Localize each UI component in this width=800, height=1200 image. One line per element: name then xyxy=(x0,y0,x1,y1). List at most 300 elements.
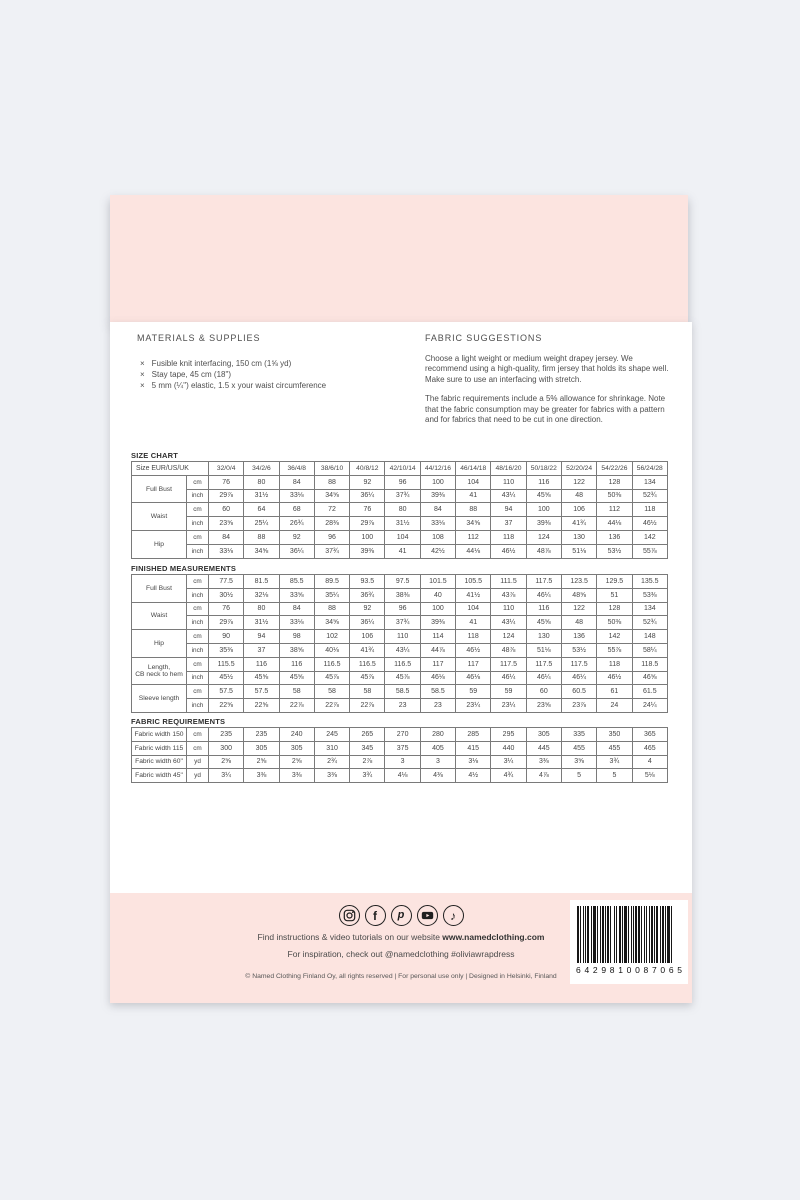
pink-footer-band xyxy=(110,893,692,1003)
table-cell: 34⅝ xyxy=(314,489,349,503)
table-cell: 42/10/14 xyxy=(385,462,420,476)
barcode-digit: 8 xyxy=(609,965,615,975)
table-cell: 39⅜ xyxy=(350,544,385,558)
barcode-digit: 2 xyxy=(592,965,598,975)
table-cell: 29⅞ xyxy=(350,517,385,531)
table-cell: 50/18/22 xyxy=(526,462,561,476)
table-cell: 84 xyxy=(279,602,314,616)
table-cell: 45⅝ xyxy=(279,671,314,685)
table-cell: cm xyxy=(187,503,209,517)
table-cell: 68 xyxy=(279,503,314,517)
table-cell: 31½ xyxy=(244,616,279,630)
table-cell: 48 xyxy=(561,616,596,630)
table-cell: 130 xyxy=(526,630,561,644)
barcode-digit: 1 xyxy=(618,965,623,975)
table-row xyxy=(132,728,668,742)
table-cell: 30½ xyxy=(209,588,244,602)
table-cell: 32⅛ xyxy=(244,588,279,602)
table-cell: 52/20/24 xyxy=(561,462,596,476)
table-header-row xyxy=(132,462,668,476)
table-cell: 48⅞ xyxy=(491,643,526,657)
table-cell: 122 xyxy=(561,475,596,489)
table-cell: 134 xyxy=(632,602,667,616)
table-cell: 300 xyxy=(209,741,244,755)
table-cell: 25¼ xyxy=(244,517,279,531)
table-cell: 285 xyxy=(456,728,491,742)
table-cell: 22⅞ xyxy=(314,699,349,713)
table-cell: 112 xyxy=(597,503,632,517)
table-row xyxy=(132,517,668,531)
table-cell: 40/8/12 xyxy=(350,462,385,476)
table-cell: Fabric width 150 xyxy=(132,728,187,742)
table-cell: cm xyxy=(187,602,209,616)
instagram-icon[interactable] xyxy=(339,905,360,926)
table-cell: 45⅝ xyxy=(244,671,279,685)
table-cell: cm xyxy=(187,728,209,742)
table-cell: 135.5 xyxy=(632,575,667,589)
table-cell: 43¼ xyxy=(385,643,420,657)
table-cell: 440 xyxy=(491,741,526,755)
table-cell: Length, CB neck to hem xyxy=(132,657,187,685)
barcode-digits xyxy=(576,965,682,975)
table-cell: 38⅝ xyxy=(279,643,314,657)
table-cell: 53⅜ xyxy=(632,588,667,602)
table-cell: 88 xyxy=(314,602,349,616)
table-cell: 84 xyxy=(209,530,244,544)
table-cell: 2¾ xyxy=(314,755,349,769)
table-cell: 89.5 xyxy=(314,575,349,589)
table-cell: 116 xyxy=(526,475,561,489)
table-cell: 22⅝ xyxy=(244,699,279,713)
table-cell: 51 xyxy=(597,588,632,602)
table-cell: Hip xyxy=(132,530,187,558)
table-cell: 97.5 xyxy=(385,575,420,589)
table-cell: 58 xyxy=(314,685,349,699)
table-cell: 116 xyxy=(244,657,279,671)
table-row xyxy=(132,544,668,558)
table-cell: 40 xyxy=(420,588,455,602)
barcode-digit: 6 xyxy=(576,965,581,975)
table-cell: 61.5 xyxy=(632,685,667,699)
table-cell: 245 xyxy=(314,728,349,742)
table-cell: 280 xyxy=(420,728,455,742)
fabric-suggestions-text xyxy=(425,354,674,434)
table-cell: 2⅝ xyxy=(244,755,279,769)
table-cell: 235 xyxy=(209,728,244,742)
table-cell: 80 xyxy=(244,602,279,616)
table-cell: 60.5 xyxy=(561,685,596,699)
table-cell: 98 xyxy=(279,630,314,644)
table-cell: 23⅝ xyxy=(209,517,244,531)
table-cell: 4½ xyxy=(456,769,491,783)
table-cell: 29⅞ xyxy=(209,616,244,630)
table-cell: 93.5 xyxy=(350,575,385,589)
table-cell: 56/24/28 xyxy=(632,462,667,476)
table-cell: 5⅛ xyxy=(632,769,667,783)
table-cell: inch xyxy=(187,616,209,630)
table-cell: 117.5 xyxy=(561,657,596,671)
table-cell: 88 xyxy=(456,503,491,517)
table-row xyxy=(132,489,668,503)
table-cell: 45⅞ xyxy=(350,671,385,685)
table-cell: 4¾ xyxy=(491,769,526,783)
table-cell: 45⅝ xyxy=(526,489,561,503)
table-cell: 52¾ xyxy=(632,489,667,503)
table-cell: 92 xyxy=(350,602,385,616)
table-cell: 46¼ xyxy=(491,671,526,685)
facebook-icon[interactable]: f xyxy=(365,905,386,926)
barcode-bars xyxy=(577,906,681,963)
table-cell: 96 xyxy=(314,530,349,544)
barcode-digit: 5 xyxy=(677,965,682,975)
table-cell: 22⅞ xyxy=(279,699,314,713)
table-cell: 3 xyxy=(385,755,420,769)
table-cell: 134 xyxy=(632,475,667,489)
table-cell: 455 xyxy=(597,741,632,755)
table-cell: 23¼ xyxy=(456,699,491,713)
table-cell: inch xyxy=(187,671,209,685)
table-cell: 455 xyxy=(561,741,596,755)
table-cell: Fabric width 60" xyxy=(132,755,187,769)
table-cell: 345 xyxy=(350,741,385,755)
table-cell: 48 xyxy=(561,489,596,503)
table-cell: 61 xyxy=(597,685,632,699)
table-cell: 33⅛ xyxy=(209,544,244,558)
website-url[interactable]: www.namedclothing.com xyxy=(442,932,545,942)
table-cell: 335 xyxy=(561,728,596,742)
table-cell: 36¼ xyxy=(350,489,385,503)
table-cell: 58¼ xyxy=(632,643,667,657)
table-cell: 92 xyxy=(279,530,314,544)
list-item: Choose a light weight or medium weight drapey jersey. We recommend using a high-quality, firm jersey that holds its shape well. Make sure to use an interfacing with stretch. xyxy=(425,354,669,384)
table-cell: 92 xyxy=(350,475,385,489)
table-row xyxy=(132,602,668,616)
table-cell: 37¾ xyxy=(385,616,420,630)
table-cell: 36/4/8 xyxy=(279,462,314,476)
table-cell: 118.5 xyxy=(632,657,667,671)
table-cell: 31½ xyxy=(385,517,420,531)
table-cell: 116.5 xyxy=(314,657,349,671)
table-cell: 46/14/18 xyxy=(456,462,491,476)
table-cell: 84 xyxy=(279,475,314,489)
table-cell: 116.5 xyxy=(385,657,420,671)
table-row xyxy=(132,643,668,657)
table-row xyxy=(132,503,668,517)
table-cell: 88 xyxy=(244,530,279,544)
table-row xyxy=(132,630,668,644)
table-cell: 45⅝ xyxy=(526,616,561,630)
table-cell: inch xyxy=(187,699,209,713)
table-cell: 41¾ xyxy=(350,643,385,657)
table-cell: inch xyxy=(187,517,209,531)
table-cell: cm xyxy=(187,575,209,589)
table-cell: 33⅛ xyxy=(420,517,455,531)
table-cell: 115.5 xyxy=(209,657,244,671)
table-cell: 81.5 xyxy=(244,575,279,589)
table-cell: 100 xyxy=(420,475,455,489)
table-cell: 55⅞ xyxy=(632,544,667,558)
table-cell: 104 xyxy=(385,530,420,544)
barcode-bar xyxy=(672,906,674,963)
table-cell: 106 xyxy=(350,630,385,644)
table-cell: 265 xyxy=(350,728,385,742)
table-cell: 50⅜ xyxy=(597,489,632,503)
table-cell: 101.5 xyxy=(420,575,455,589)
table-cell: Size EUR/US/UK xyxy=(132,462,209,476)
table-cell: 111.5 xyxy=(491,575,526,589)
table-cell: 22⅞ xyxy=(350,699,385,713)
table-cell: Fabric width 115 xyxy=(132,741,187,755)
table-cell: 22⅝ xyxy=(209,699,244,713)
table-cell: 128 xyxy=(597,475,632,489)
table-cell: yd xyxy=(187,755,209,769)
table-cell: 123.5 xyxy=(561,575,596,589)
table-cell: cm xyxy=(187,657,209,671)
table-row xyxy=(132,699,668,713)
table-cell: 50⅜ xyxy=(597,616,632,630)
table-cell: inch xyxy=(187,544,209,558)
inspiration-line: For inspiration, check out @namedclothing #oliviawrapdress xyxy=(287,949,515,959)
table-cell: 116 xyxy=(526,602,561,616)
materials-list xyxy=(140,358,326,391)
table-cell: 38⅜ xyxy=(385,588,420,602)
measurement-table xyxy=(131,461,668,559)
table-cell: 41¾ xyxy=(561,517,596,531)
table-cell: 23⅞ xyxy=(561,699,596,713)
table-cell: 415 xyxy=(456,741,491,755)
table-cell: 58 xyxy=(350,685,385,699)
table-cell: 28⅜ xyxy=(314,517,349,531)
tiktok-icon[interactable]: ♪ xyxy=(443,905,464,926)
table-cell: 465 xyxy=(632,741,667,755)
table-cell: 118 xyxy=(597,657,632,671)
table-cell: cm xyxy=(187,685,209,699)
table-row xyxy=(132,741,668,755)
table-cell: 34⅝ xyxy=(244,544,279,558)
barcode-digit: 0 xyxy=(660,965,666,975)
table-cell: 40⅛ xyxy=(314,643,349,657)
materials-supplies-heading: MATERIALS & SUPPLIES xyxy=(137,333,261,343)
table-cell: 37¾ xyxy=(314,544,349,558)
table-cell: 76 xyxy=(209,475,244,489)
table-cell: 44⅛ xyxy=(597,517,632,531)
table-cell: 34⅝ xyxy=(456,517,491,531)
table-cell: 45⅞ xyxy=(314,671,349,685)
table-cell: 85.5 xyxy=(279,575,314,589)
barcode-digit: 6 xyxy=(668,965,674,975)
table-cell: 41 xyxy=(456,489,491,503)
table-cell: 58.5 xyxy=(385,685,420,699)
table-cell: 54/22/26 xyxy=(597,462,632,476)
barcode-digit: 4 xyxy=(584,965,590,975)
table-cell: 44/12/16 xyxy=(420,462,455,476)
table-cell: 3¾ xyxy=(597,755,632,769)
table-cell: 305 xyxy=(279,741,314,755)
table-cell: 60 xyxy=(526,685,561,699)
table-cell: 48/16/20 xyxy=(491,462,526,476)
table-row xyxy=(132,530,668,544)
table-cell: 26¾ xyxy=(279,517,314,531)
fabric-requirements-table xyxy=(131,727,668,783)
table-cell: 43⅞ xyxy=(491,588,526,602)
table-cell: 104 xyxy=(456,602,491,616)
table-cell: 41 xyxy=(456,616,491,630)
table-cell: 58.5 xyxy=(420,685,455,699)
table-cell: 34/2/6 xyxy=(244,462,279,476)
table-cell: inch xyxy=(187,643,209,657)
pink-header-band xyxy=(110,195,688,322)
table-cell: 136 xyxy=(561,630,596,644)
table-cell: 46½ xyxy=(632,517,667,531)
table-cell: inch xyxy=(187,588,209,602)
table-cell: 117.5 xyxy=(526,657,561,671)
table-cell: 31½ xyxy=(244,489,279,503)
table-cell: 240 xyxy=(279,728,314,742)
table-cell: 3⅜ xyxy=(526,755,561,769)
table-cell: 445 xyxy=(526,741,561,755)
website-line-text: Find instructions & video tutorials on our website xyxy=(257,932,443,942)
table-cell: Full Bust xyxy=(132,475,187,503)
instruction-page xyxy=(110,322,692,1003)
table-cell: cm xyxy=(187,630,209,644)
table-cell: 44⅞ xyxy=(420,643,455,657)
table-cell: 24 xyxy=(597,699,632,713)
table-cell: 39⅜ xyxy=(420,616,455,630)
table-cell: 105.5 xyxy=(456,575,491,589)
table-cell: 43¼ xyxy=(491,616,526,630)
table-cell: Waist xyxy=(132,503,187,531)
table-cell: 4 xyxy=(632,755,667,769)
table-cell: 35¼ xyxy=(314,588,349,602)
table-cell: 102 xyxy=(314,630,349,644)
table-row xyxy=(132,755,668,769)
table-cell: 100 xyxy=(420,602,455,616)
size-chart-title: SIZE CHART xyxy=(131,451,178,460)
table-cell: cm xyxy=(187,530,209,544)
table-cell: 76 xyxy=(350,503,385,517)
table-cell: 4⅞ xyxy=(526,769,561,783)
table-cell: 118 xyxy=(491,530,526,544)
table-cell: 34⅝ xyxy=(314,616,349,630)
table-cell: 3⅛ xyxy=(456,755,491,769)
table-cell: 23 xyxy=(420,699,455,713)
table-cell: 110 xyxy=(491,602,526,616)
table-cell: 128 xyxy=(597,602,632,616)
table-cell: 80 xyxy=(244,475,279,489)
size-chart-table xyxy=(131,461,668,559)
table-cell: 88 xyxy=(314,475,349,489)
table-cell: 51⅛ xyxy=(561,544,596,558)
table-cell: 57.5 xyxy=(209,685,244,699)
table-cell: 106 xyxy=(561,503,596,517)
table-cell: 3 xyxy=(420,755,455,769)
table-cell: 76 xyxy=(209,602,244,616)
table-cell: 51⅛ xyxy=(526,643,561,657)
table-cell: 305 xyxy=(244,741,279,755)
table-row xyxy=(132,685,668,699)
table-cell: 4⅛ xyxy=(385,769,420,783)
table-cell: 90 xyxy=(209,630,244,644)
list-item: × Fusible knit interfacing, 150 cm (1⅝ yd) xyxy=(140,358,326,369)
table-cell: 35⅜ xyxy=(209,643,244,657)
table-cell: 305 xyxy=(526,728,561,742)
table-cell: 36¼ xyxy=(350,616,385,630)
table-cell: 46½ xyxy=(456,643,491,657)
table-cell: 142 xyxy=(597,630,632,644)
table-cell: 33⅝ xyxy=(279,588,314,602)
table-cell: 122 xyxy=(561,602,596,616)
table-cell: 33⅛ xyxy=(279,616,314,630)
table-row xyxy=(132,475,668,489)
table-cell: yd xyxy=(187,769,209,783)
table-cell: 41½ xyxy=(456,588,491,602)
table-cell: 110 xyxy=(385,630,420,644)
table-cell: 55⅞ xyxy=(597,643,632,657)
table-cell: 48⅞ xyxy=(526,544,561,558)
table-cell: 3⅝ xyxy=(561,755,596,769)
table-cell: 39⅜ xyxy=(420,489,455,503)
barcode-digit: 0 xyxy=(626,965,632,975)
table-cell: Full Bust xyxy=(132,575,187,603)
table-cell: 46⅝ xyxy=(632,671,667,685)
barcode-digit: 8 xyxy=(643,965,649,975)
table-cell: Hip xyxy=(132,630,187,658)
table-cell: 46¼ xyxy=(526,588,561,602)
table-cell: 365 xyxy=(632,728,667,742)
table-cell: 94 xyxy=(244,630,279,644)
table-cell: 3⅜ xyxy=(244,769,279,783)
table-cell: 53½ xyxy=(597,544,632,558)
barcode-digit: 7 xyxy=(651,965,657,975)
table-cell: 96 xyxy=(385,475,420,489)
table-cell: 44⅛ xyxy=(456,544,491,558)
table-cell: Fabric width 45" xyxy=(132,769,187,783)
list-item: The fabric requirements include a 5% allowance for shrinkage. Note that the fabric consumption may be greater for fabrics with a pattern and for fabrics that need to be cut in one direction. xyxy=(425,394,666,425)
table-cell: 58 xyxy=(279,685,314,699)
table-cell: inch xyxy=(187,489,209,503)
youtube-icon[interactable] xyxy=(417,905,438,926)
table-cell: Waist xyxy=(132,602,187,630)
table-cell: 235 xyxy=(244,728,279,742)
table-cell: 64 xyxy=(244,503,279,517)
table-cell: 5 xyxy=(597,769,632,783)
table-cell: 117.5 xyxy=(526,575,561,589)
table-cell: 77.5 xyxy=(209,575,244,589)
table-cell: 100 xyxy=(526,503,561,517)
table-cell: 80 xyxy=(385,503,420,517)
table-cell: cm xyxy=(187,741,209,755)
table-cell: 124 xyxy=(491,630,526,644)
barcode xyxy=(570,900,688,984)
table-cell: 295 xyxy=(491,728,526,742)
table-cell: 3⅜ xyxy=(279,769,314,783)
table-cell: 46⅛ xyxy=(456,671,491,685)
table-cell: 29⅞ xyxy=(209,489,244,503)
table-cell: 94 xyxy=(491,503,526,517)
table-cell: 108 xyxy=(420,530,455,544)
table-cell: 117.5 xyxy=(491,657,526,671)
table-cell: 405 xyxy=(420,741,455,755)
table-cell: 32/0/4 xyxy=(209,462,244,476)
table-row xyxy=(132,657,668,671)
table-cell: 350 xyxy=(597,728,632,742)
table-cell: 136 xyxy=(597,530,632,544)
table-cell: 142 xyxy=(632,530,667,544)
table-cell: 116 xyxy=(279,657,314,671)
table-cell: 52¾ xyxy=(632,616,667,630)
table-cell: 2⅝ xyxy=(279,755,314,769)
pinterest-icon[interactable]: p xyxy=(391,905,412,926)
